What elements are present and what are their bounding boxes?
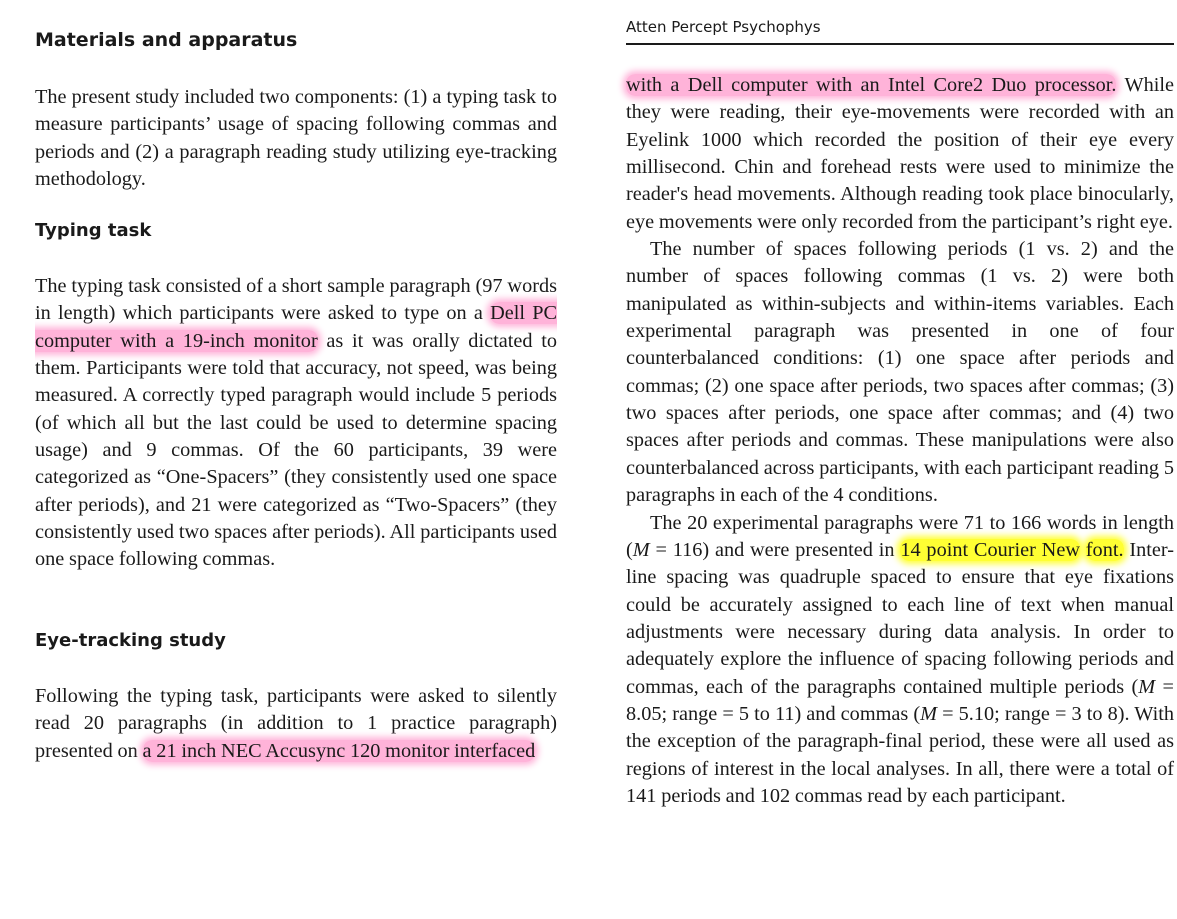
typing-text-end: as it was orally dictated to them. Participants were told that accuracy, not speed, was being measured. A correctly typed paragraph would include 5 periods (of which all but the last could be used to determine spacing usage) and 9 commas. Of the 60 participants, 39 were categorized as “One-Spacers” (they consistently used one space after periods), and 21 were categorized as “Two-Spacers” (they consistently used two spaces after periods). All participants used one space following commas. xyxy=(35,329,557,571)
stimuli-text-a: The 20 experimental paragraphs were 71 to 166 words in length ( xyxy=(626,511,1174,561)
stimuli-text-b: = 116) and were presented in xyxy=(649,538,901,561)
typing-text-start: The typing task consisted of a short sample paragraph (97 words in length) which participants were asked to type on a xyxy=(35,275,557,325)
header-rule xyxy=(626,43,1174,45)
typing-task-paragraph xyxy=(35,273,557,574)
highlight-nec-monitor: a 21 inch NEC Accusync 120 monitor interfaced xyxy=(142,739,536,762)
apparatus-paragraph xyxy=(626,72,1174,236)
design-paragraph: The number of spaces following periods (1 vs. 2) and the number of spaces following commas (1 vs. 2) were both manipulated as within-subjects and within-items variables. Each experimental paragraph was presented in one of four counterbalanced conditions: (1) one space after periods and commas; (2) one space after periods, two spaces after commas; (3) two spaces after periods, one space after commas; and (4) two spaces after periods and commas. These manipulations were also counterbalanced across participants, with each participant reading 5 paragraphs in each of the 4 conditions. xyxy=(626,238,1174,507)
mean-symbol: M xyxy=(1138,675,1156,698)
mean-symbol: M xyxy=(632,538,650,561)
highlight-courier-font: 14 point Courier New xyxy=(900,538,1080,561)
materials-heading: Materials and apparatus xyxy=(35,29,298,51)
running-head: Atten Percept Psychophys xyxy=(626,18,821,36)
stimuli-paragraph xyxy=(626,510,1174,811)
eye-tracking-heading: Eye-tracking study xyxy=(35,630,226,651)
mean-symbol: M xyxy=(920,702,938,725)
stimuli-text-e: = 5.10; range = 3 to 8). With the exception of the paragraph-final period, these were all used as regions of interest in the local analyses. In all, there were a total of 141 periods and 102 commas read by each participant. xyxy=(626,702,1174,807)
right-text-block xyxy=(626,72,1174,810)
eye-tracking-paragraph xyxy=(35,683,557,765)
materials-paragraph: The present study included two components: (1) a typing task to measure participants’ usage of spacing following commas and periods and (2) a paragraph reading study utilizing eye-tracking methodology. xyxy=(35,86,557,191)
stimuli-text-c: Inter-line spacing was quadruple spaced to ensure that eye fixations could be accurately assigned to each line of text when manual adjustments were necessary during data analysis. In order to adequately explore the influence of spacing following periods and commas, each of the paragraphs contained multiple periods ( xyxy=(626,538,1174,698)
eye-text-start: Following the typing task, participants were asked to silently read 20 paragraphs (in addition to 1 practice paragraph) presented on xyxy=(35,685,557,762)
typing-task-heading: Typing task xyxy=(35,220,152,241)
highlight-dell-computer: with a Dell computer with an Intel Core2 Duo processor. xyxy=(626,74,1117,96)
stimuli-text-d: = 8.05; range = 5 to 11) and commas ( xyxy=(626,675,1174,725)
apparatus-text: While they were reading, their eye-movements were recorded with an Eyelink 1000 which recorded the position of their eye every millisecond. Chin and forehead rests were used to minimize the reader's head movements. Although reading took place binocularly, eye movements were only recorded from the participant’s right eye. xyxy=(626,74,1174,233)
highlight-font-word: font. xyxy=(1085,538,1124,561)
highlight-dell-pc: Dell PC computer with a 19-inch monitor xyxy=(35,302,557,352)
